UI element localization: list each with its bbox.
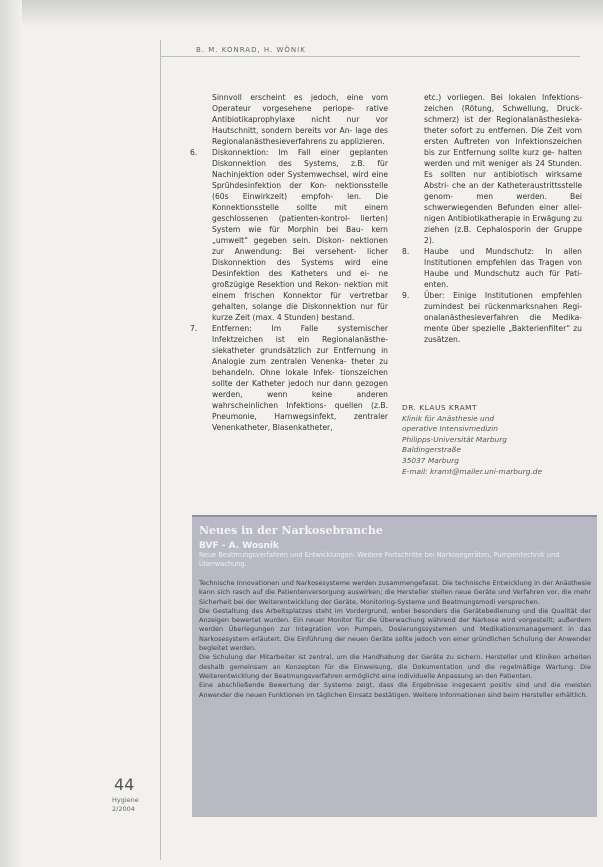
address-line: Klinik für Anästhesie und	[402, 413, 495, 423]
author-name: DR. KLAUS KRAMT	[402, 403, 478, 412]
list-number: 6.	[190, 148, 198, 157]
email-line: E-mail: kramt@mailer.uni-marburg.de	[402, 466, 542, 476]
journal-info	[112, 796, 139, 814]
news-box-lead: Neue Beatmungsverfahren und Entwicklungen: Weitere Fortschritte bei Narkosegeräten, Pumpentechnik und Überwachung.	[199, 551, 560, 569]
journal-name: Hygiene	[112, 796, 139, 804]
address-line: operative Intensivmedizin	[402, 424, 498, 434]
news-box-title: Neues in der Narkosebranche	[199, 524, 383, 537]
news-paragraph: Technische Innovationen und Narkosesysteme werden zusammengefasst. Die technische Entwicklung in der Anästhesie kann sich rasch auf die Patientenversorgung auswirken; die Hersteller stellen neue Geräte und Verfahren vor, die mehr Sicherheit bei der Weiterentwicklung der Geräte, Monitoring-Systeme und Beatmungsmodi versprechen.	[199, 579, 591, 606]
text-column-right	[402, 92, 582, 345]
list-text: Diskonnektion: Im Fall einer geplanten Diskonnektion des Systems, z.B. für Nachinjektion oder Systemwechsel, wird eine Sprühdesinfektion der Kon- nektionsstelle (60s Einwirkzeit) empfoh- len. Die Konnektionsstelle sollte mit einem geschlossenen (patienten-kontrol- lierten) System wie für Morphin bei Bau- kern „umwelt“ gegeben sein. Diskon- nektionen zur Anwendung: Bei versehent- licher Diskonnektion des Systems wird eine Desinfektion des Katheters und ei- ne großzügige Resektion und Rekon- nektion mit einem frischen Konnektor für vertretbar gehalten, solange die Diskonnektion nur für kurze Zeit (max. 4 Stunden) bestand.	[212, 148, 388, 322]
margin-rule	[160, 40, 161, 860]
news-box-body	[199, 579, 591, 700]
list-item	[190, 323, 388, 433]
list-number: 9.	[402, 291, 410, 300]
header-rule	[160, 56, 580, 57]
list-item	[402, 246, 582, 290]
text-column-left	[190, 92, 388, 433]
address-line: 35037 Marburg	[402, 455, 459, 465]
paragraph: etc.) vorliegen. Bei lokalen Infektions- zeichen (Rötung, Schwellung, Druck- schmerz) ist der Regionalanästhesieka- theter sofort zu entfernen. Die Zeit vom ersten Auftreten von Infektionszeichen bis zur Entfernung sollte kurz ge- halten werden und mit weniger als 24 Stunden. Es sollten nur antibiotisch wirksame Abstri- che an der Katheteraustrittsstelle genom- men werden. Bei schwerwiegenden Befunden einer allei- nigen Antibiotikatherapie in Erwägung zu ziehen (z.B. Cephalosporin der Gruppe 2).	[424, 93, 582, 245]
list-text: Haube und Mundschutz: In allen Institutionen empfehlen das Tragen von Haube und Mundschutz auch für Pati- enten.	[424, 247, 582, 289]
address-line: Philipps-Universität Marburg	[402, 434, 507, 444]
author-address	[402, 403, 582, 477]
list-number: 7.	[190, 324, 198, 333]
scan-shadow-left	[0, 0, 22, 867]
journal-issue: 2/2004	[112, 805, 135, 813]
address-line: Baldingerstraße	[402, 445, 461, 455]
paragraph: Sinnvoll erscheint es jedoch, eine vom Operateur vorgesehene periope- rative Antibiotikaprophylaxe nicht nur vor Hautschnitt, sondern bereits vor An- lage des Regionalanästhesieverfahrens zu applizieren.	[212, 93, 388, 146]
news-paragraph: Eine abschließende Bewertung der Systeme zeigt, dass die Ergebnisse insgesamt positiv sind und die meisten Anwender die neuen Funktionen im täglichen Einsatz bestätigen. Weitere Informationen sind beim Hersteller erhältlich.	[199, 681, 591, 699]
running-head: B. M. KONRAD, H. WÖNIK	[196, 46, 306, 54]
news-box-subtitle	[199, 542, 591, 570]
list-number: 8.	[402, 247, 410, 256]
news-paragraph: Die Gestaltung des Arbeitsplatzes steht im Vordergrund, wobei besonders die Gerätebedienung und die Qualität der Anzeigen bewertet wurden. Ein neuer Monitor für die Überwachung während der Narkose wird vorgestellt; außerdem werden Überlegungen zur Integration von Pumpen, Dosierungssystemen und Medikationsmanagement in das Narkosesystem erläutert. Die Einführung der neuen Geräte sollte jedoch von einer gründlichen Schulung der Anwender begleitet werden.	[199, 606, 591, 653]
news-box	[192, 515, 597, 817]
list-text: Über: Einige Institutionen empfehlen zumindest bei rückenmarksnahen Regi- onalanästhesieverfahren die Medika- mente über spezielle „Bakterienfilter“ zu zusätzen.	[424, 291, 582, 344]
news-paragraph: Die Schulung der Mitarbeiter ist zentral, um die Handhabung der Geräte zu sichern. Hersteller und Kliniken arbeiten deshalb gemeinsam an Konzepten für die Einweisung, die Dokumentation und die regelmäßige Wartung. Die Weiterentwicklung der Beatmungsverfahren ermöglicht eine individuelle Anpassung an den Patienten.	[199, 653, 591, 680]
list-item	[190, 147, 388, 323]
scan-shadow-top	[0, 0, 603, 28]
list-item	[402, 290, 582, 345]
news-box-source: BVF - A. Wosnik	[199, 541, 279, 551]
list-text: Entfernen: Im Falle systemischer Infektzeichen ist ein Regionalanästhe- siekatheter grundsätzlich zur Entfernung in Analogie zum zentralen Venenka- theter zu behandeln. Ohne lokale Infek- tionszeichen sollte der Katheter jedoch nur dann gezogen werden, wenn keine anderen wahrscheinlichen Infektions- quellen (z.B. Pneumonie, Harnwegsinfekt, zentraler Venenkatheter, Blasenkatheter,	[212, 324, 388, 432]
page-number: 44	[114, 775, 135, 794]
